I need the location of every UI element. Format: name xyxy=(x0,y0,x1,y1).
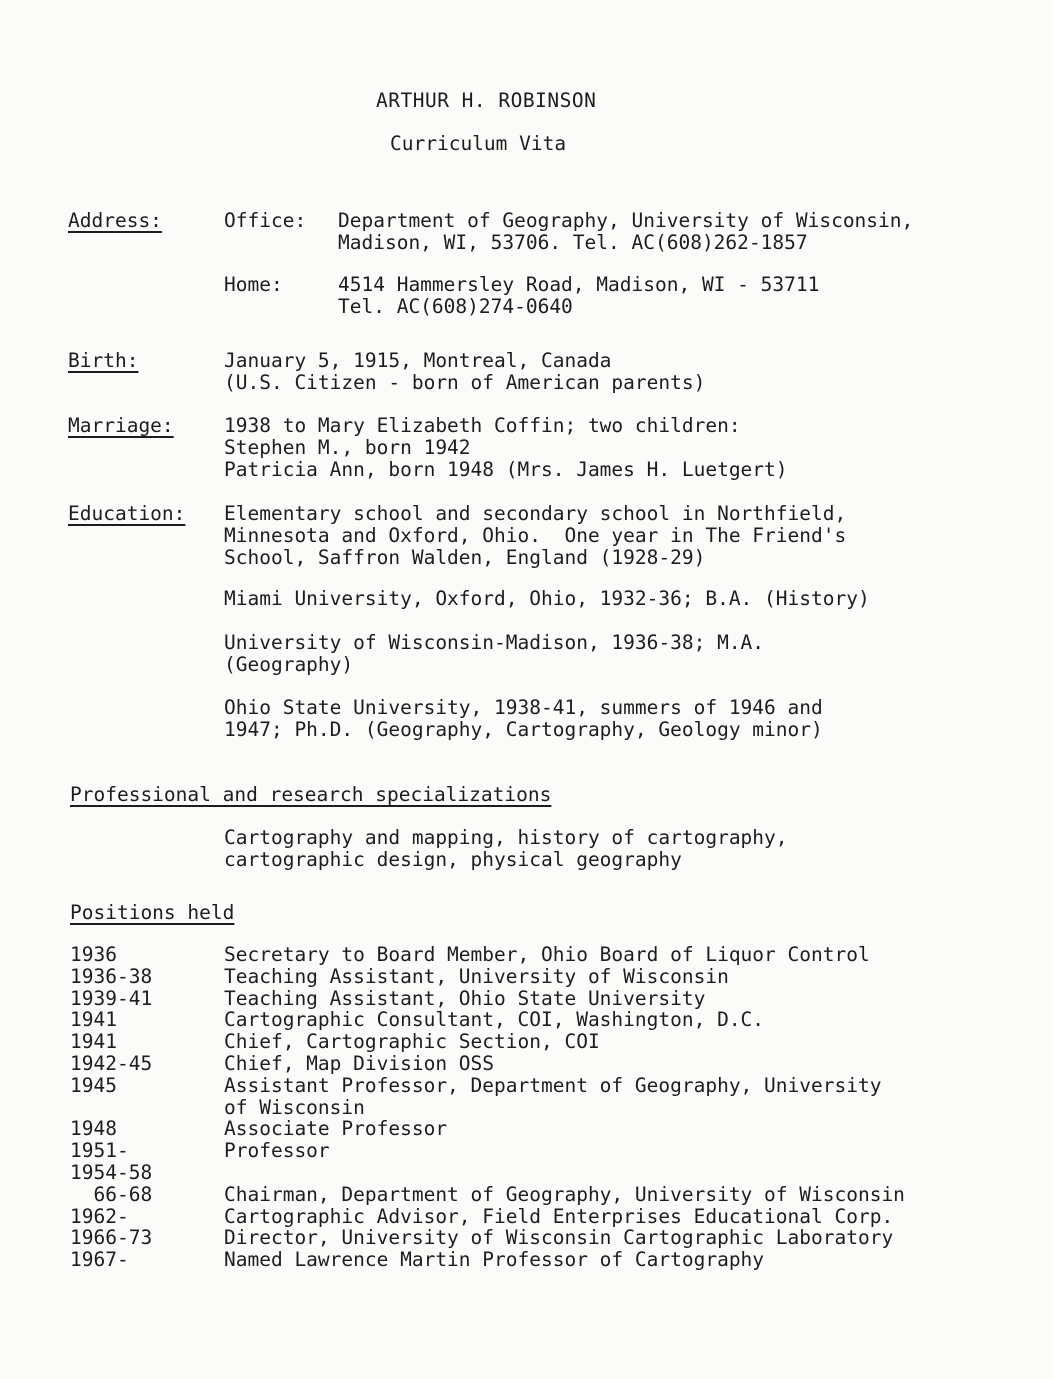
position-description: Cartographic Consultant, COI, Washington, D.C. xyxy=(224,1008,765,1032)
position-year: 1941 xyxy=(70,1008,117,1032)
position-year: 1942-45 xyxy=(70,1051,153,1075)
position-row xyxy=(70,1162,1030,1184)
office-address xyxy=(338,210,913,254)
specializations-line: cartographic design, physical geography xyxy=(224,847,682,871)
position-row xyxy=(70,1249,1030,1271)
position-description: Named Lawrence Martin Professor of Cartography xyxy=(224,1248,765,1272)
education-line: Elementary school and secondary school in Northfield, xyxy=(224,502,847,525)
specializations-heading: Professional and research specializations xyxy=(70,783,552,806)
marriage-label: Marriage: xyxy=(68,414,174,437)
position-row xyxy=(70,1053,1030,1075)
position-year: 66-68 xyxy=(70,1182,153,1206)
position-description: Secretary to Board Member, Ohio Board of Liquor Control xyxy=(224,943,870,966)
position-row xyxy=(70,1118,1030,1140)
education-paragraph xyxy=(224,503,846,568)
position-description: Assistant Professor, Department of Geography, University xyxy=(224,1073,882,1097)
position-year: 1966-73 xyxy=(70,1226,153,1250)
position-row xyxy=(70,1227,1030,1249)
position-row xyxy=(70,966,1030,988)
position-description: Chairman, Department of Geography, University of Wisconsin xyxy=(224,1182,905,1206)
position-description: Cartographic Advisor, Field Enterprises Educational Corp. xyxy=(224,1204,894,1228)
position-row xyxy=(70,1031,1030,1053)
home-line: 4514 Hammersley Road, Madison, WI - 53711 xyxy=(338,273,820,296)
position-description: Chief, Cartographic Section, COI xyxy=(224,1030,600,1054)
position-year: 1936 xyxy=(70,943,117,966)
position-year: 1962- xyxy=(70,1204,129,1228)
position-row xyxy=(70,1075,1030,1097)
position-year: 1948 xyxy=(70,1117,117,1141)
position-description: Chief, Map Division OSS xyxy=(224,1051,495,1075)
specializations-line: Cartography and mapping, history of cartography, xyxy=(224,826,788,849)
home-label: Home: xyxy=(224,273,283,296)
office-line: Madison, WI, 53706. Tel. AC(608)262-1857 xyxy=(338,230,808,254)
position-year: 1954-58 xyxy=(70,1160,153,1184)
marriage-details xyxy=(224,415,788,480)
office-label: Office: xyxy=(224,209,307,232)
position-row xyxy=(70,1097,1030,1119)
education-line: University of Wisconsin-Madison, 1936-38; M.A. xyxy=(224,631,765,654)
education-paragraph xyxy=(224,588,870,610)
education-paragraph xyxy=(224,697,823,741)
specializations-text xyxy=(224,827,788,871)
birth-label: Birth: xyxy=(68,349,139,372)
position-row xyxy=(70,1140,1030,1162)
marriage-line: Stephen M., born 1942 xyxy=(224,435,471,459)
position-description: Teaching Assistant, Ohio State University xyxy=(224,986,706,1010)
education-line: School, Saffron Walden, England (1928-29) xyxy=(224,545,706,569)
education-line: (Geography) xyxy=(224,652,354,676)
education-line: 1947; Ph.D. (Geography, Cartography, Geology minor) xyxy=(224,717,823,741)
office-line: Department of Geography, University of Wisconsin, xyxy=(338,209,914,232)
position-year: 1951- xyxy=(70,1139,129,1163)
position-year xyxy=(70,1097,224,1119)
position-row xyxy=(70,1009,1030,1031)
birth-line: (U.S. Citizen - born of American parents) xyxy=(224,370,706,394)
position-description: Director, University of Wisconsin Cartographic Laboratory xyxy=(224,1226,894,1250)
address-label: Address: xyxy=(68,209,162,232)
birth-line: January 5, 1915, Montreal, Canada xyxy=(224,349,612,372)
position-description: Professor xyxy=(224,1139,330,1163)
position-description: Teaching Assistant, University of Wisconsin xyxy=(224,964,729,988)
position-year: 1939-41 xyxy=(70,986,153,1010)
positions-heading: Positions held xyxy=(70,901,235,924)
marriage-line: 1938 to Mary Elizabeth Coffin; two children: xyxy=(224,414,741,437)
position-year: 1945 xyxy=(70,1073,117,1097)
education-paragraph xyxy=(224,632,764,676)
position-year: 1936-38 xyxy=(70,964,153,988)
positions-list xyxy=(70,944,1030,1271)
birth-details xyxy=(224,350,705,394)
home-line: Tel. AC(608)274-0640 xyxy=(338,294,573,318)
education-line: Miami University, Oxford, Ohio, 1932-36; B.A. (History) xyxy=(224,587,870,610)
marriage-line: Patricia Ann, born 1948 (Mrs. James H. Luetgert) xyxy=(224,457,788,481)
document-subtitle: Curriculum Vita xyxy=(390,132,567,155)
education-line: Ohio State University, 1938-41, summers of 1946 and xyxy=(224,696,823,719)
education-label: Education: xyxy=(68,502,186,525)
home-address xyxy=(338,274,819,318)
position-row xyxy=(70,988,1030,1010)
education-line: Minnesota and Oxford, Ohio. One year in The Friend's xyxy=(224,523,847,547)
position-description: of Wisconsin xyxy=(224,1095,365,1119)
position-year: 1967- xyxy=(70,1248,129,1272)
position-row xyxy=(70,1206,1030,1228)
document-title: ARTHUR H. ROBINSON xyxy=(376,89,597,112)
position-row xyxy=(70,944,1030,966)
position-row xyxy=(70,1184,1030,1206)
position-year: 1941 xyxy=(70,1030,117,1054)
position-description: Associate Professor xyxy=(224,1117,448,1141)
